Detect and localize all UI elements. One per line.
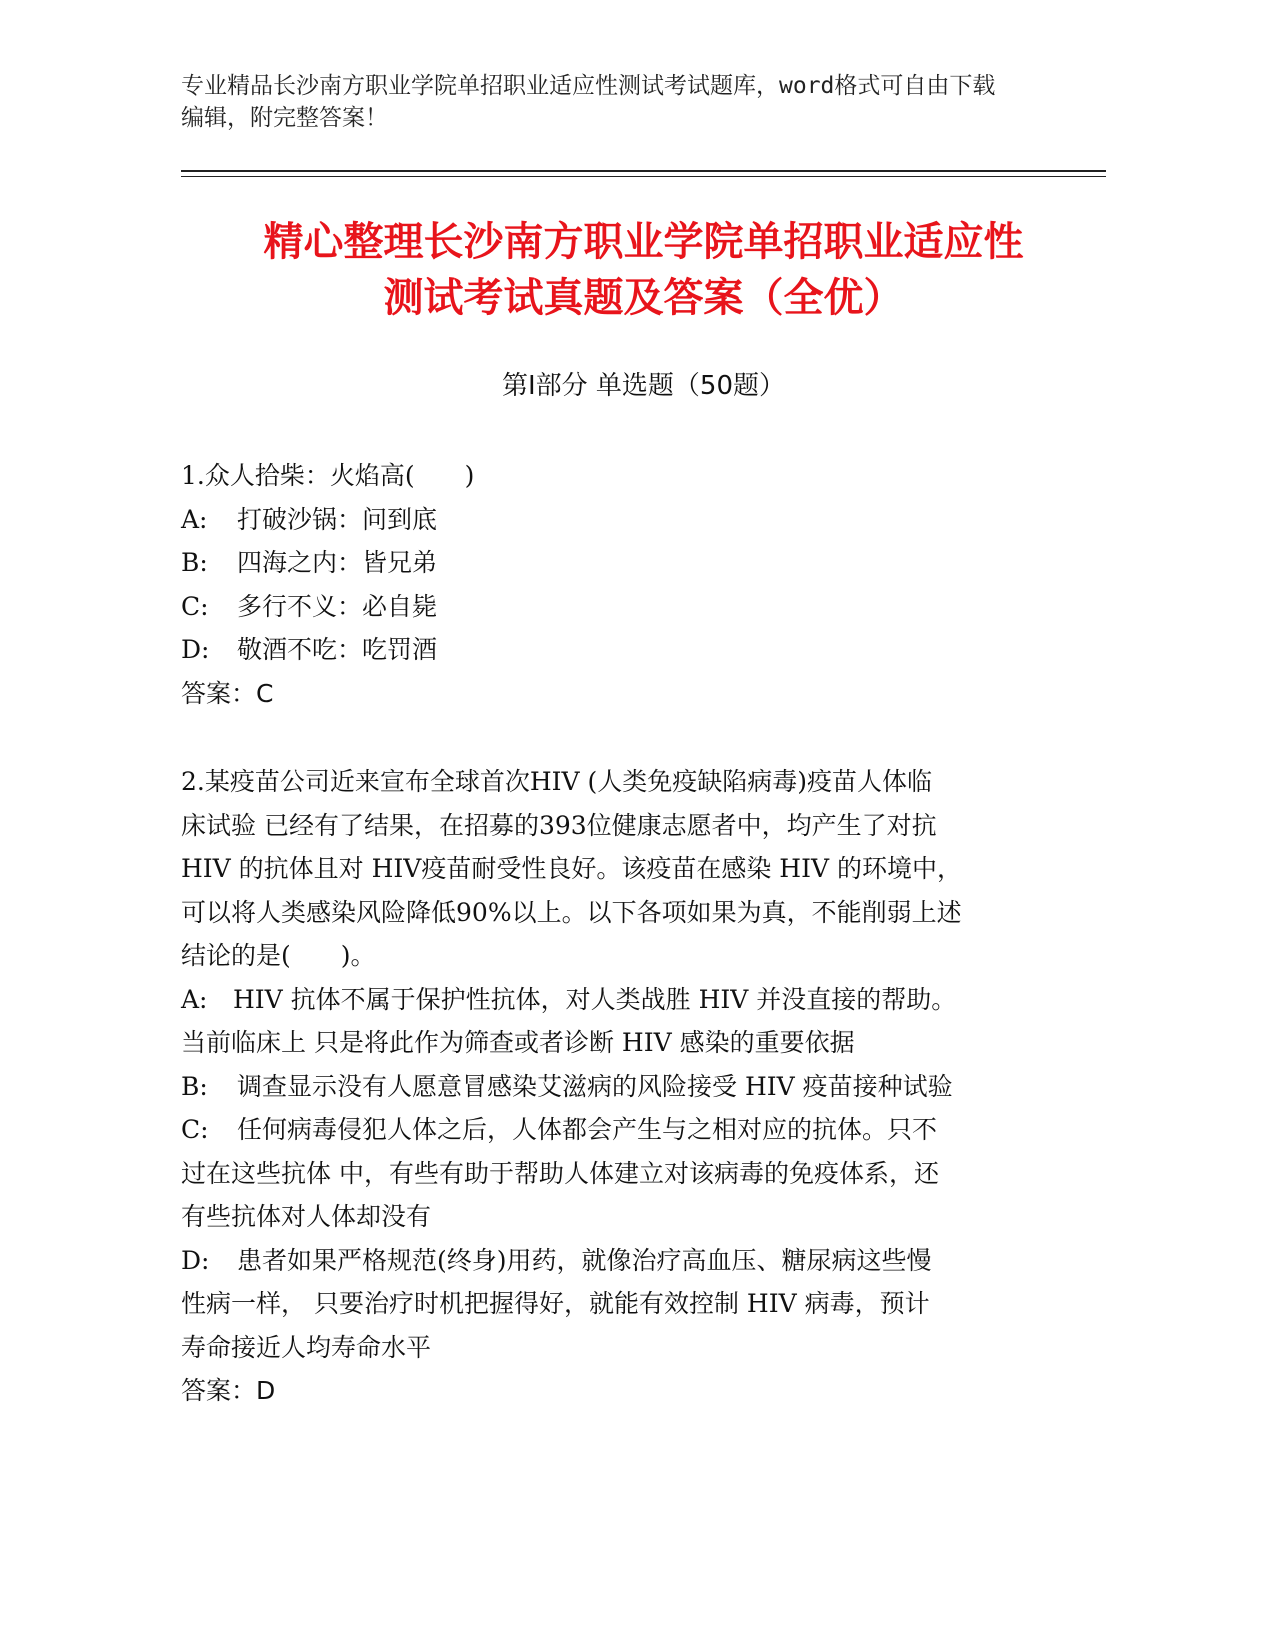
option-text: 四海之内：皆兄弟	[237, 548, 438, 577]
document-title-line: 测试考试真题及答案（全优）	[383, 275, 904, 321]
section-heading: 第Ⅰ部分 单选题（50题）	[501, 371, 786, 401]
option-letter: D:	[181, 635, 210, 664]
option-text: 打破沙锅：问到底	[237, 504, 438, 534]
option-letter: B:	[181, 1071, 208, 1101]
option-c-continued: 过在这些抗体 中，有些有助于帮助人体建立对该病毒的免疫体系，还	[181, 1158, 939, 1188]
header-note-line: 专业精品长沙南方职业学院单招职业适应性测试考试题库，word格式可自由下载	[181, 73, 996, 99]
option-d-continued: 性病一样， 只要治疗时机把握得好，就能有效控制 HIV 病毒，预计	[181, 1289, 930, 1318]
option-d	[181, 628, 1041, 672]
option-d	[181, 1239, 1041, 1283]
option-letter: A:	[181, 504, 208, 534]
document-title-line: 精心整理长沙南方职业学院单招职业适应性	[263, 219, 1024, 265]
option-text: HIV 抗体不属于保护性抗体，对人类战胜 HIV 并没直接的帮助。	[233, 984, 957, 1014]
option-d-continued: 寿命接近人均寿命水平	[181, 1332, 432, 1362]
option-c	[181, 1108, 1041, 1152]
option-a	[181, 978, 1041, 1022]
option-b	[181, 1065, 1041, 1109]
question-2	[181, 760, 1041, 1413]
header-rule-thick	[181, 170, 1106, 172]
header-note-line: 编辑，附完整答案！	[181, 105, 388, 131]
question-stem-line: 结论的是( )。	[181, 941, 376, 970]
option-letter: C:	[181, 1115, 209, 1144]
question-stem-line: 可以将人类感染风险降低90%以上。以下各项如果为真，不能削弱上述	[181, 897, 962, 927]
document-title	[181, 214, 1106, 326]
option-b	[181, 541, 1041, 585]
option-letter: A:	[181, 984, 208, 1014]
option-text: 调查显示没有人愿意冒感染艾滋病的风险接受 HIV 疫苗接种试验	[237, 1071, 953, 1101]
option-letter: D:	[181, 1245, 210, 1275]
option-text: 患者如果严格规范(终身)用药，就像治疗高血压、糖尿病这些慢	[237, 1245, 932, 1275]
question-stem-line: 床试验 已经有了结果，在招募的393位健康志愿者中，均产生了对抗	[181, 810, 937, 840]
answer-line: 答案：C	[181, 678, 274, 708]
option-a-continued: 当前临床上 只是将此作为筛查或者诊断 HIV 感染的重要依据	[181, 1028, 855, 1057]
option-text: 任何病毒侵犯人体之后，人体都会产生与之相对应的抗体。只不	[237, 1115, 938, 1144]
question-stem-line: 2.某疫苗公司近来宣布全球首次HIV (人类免疫缺陷病毒)疫苗人体临	[181, 767, 933, 796]
option-a	[181, 498, 1041, 542]
option-text: 敬酒不吃：吃罚酒	[237, 635, 438, 664]
header-rule-thin	[181, 176, 1106, 177]
option-letter: B:	[181, 548, 208, 577]
option-letter: C:	[181, 591, 209, 621]
answer-line: 答案：D	[181, 1376, 276, 1405]
option-c-continued: 有些抗体对人体却没有	[181, 1202, 432, 1231]
option-c	[181, 585, 1041, 629]
question-1	[181, 454, 1041, 715]
question-stem-line: HIV 的抗体且对 HIV疫苗耐受性良好。该疫苗在感染 HIV 的环境中，	[181, 854, 962, 883]
option-text: 多行不义：必自毙	[237, 591, 438, 621]
header-note	[181, 70, 1061, 134]
question-stem: 1.众人拾柴：火焰高( )	[181, 461, 475, 490]
